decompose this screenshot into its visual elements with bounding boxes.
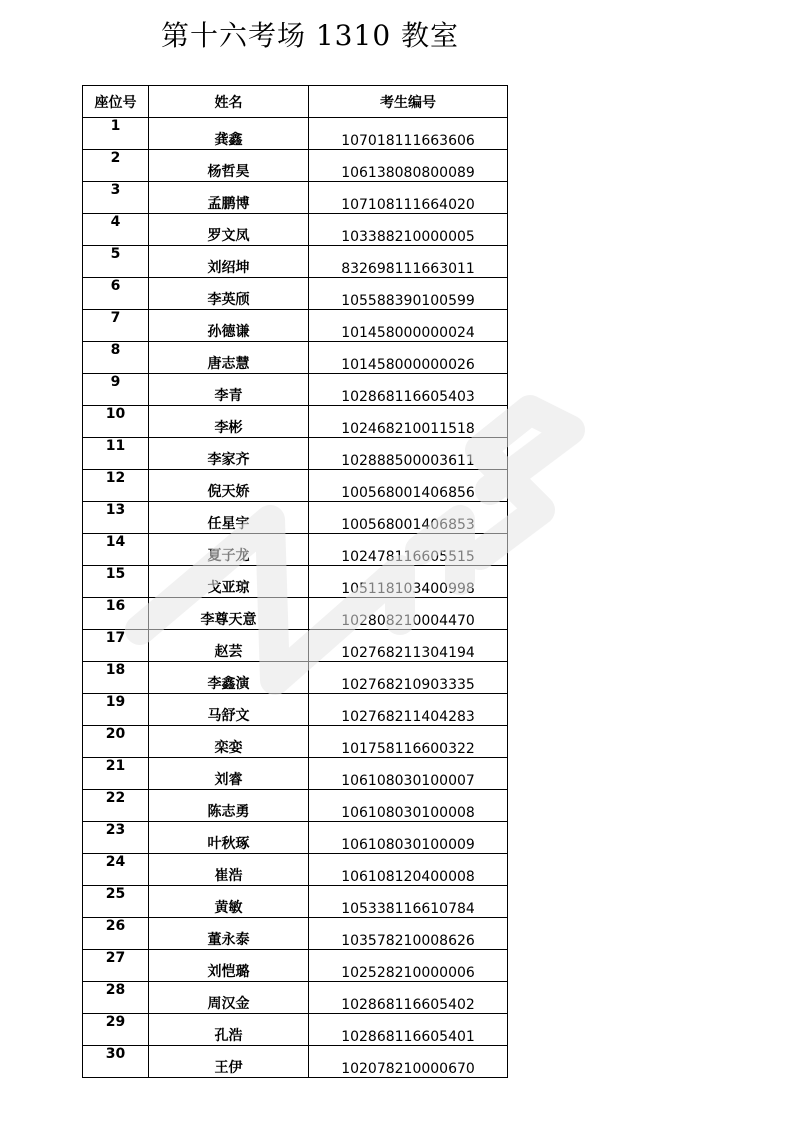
table-row xyxy=(83,950,508,982)
seat-number-cell: 12 xyxy=(83,470,149,502)
table-row xyxy=(83,886,508,918)
seat-number-cell: 24 xyxy=(83,854,149,886)
seat-number-cell: 6 xyxy=(83,278,149,310)
candidate-id-cell: 102768211304194 xyxy=(309,630,508,662)
name-cell: 刘睿 xyxy=(149,758,309,790)
name-cell: 唐志慧 xyxy=(149,342,309,374)
candidate-id-cell: 106108030100009 xyxy=(309,822,508,854)
table-row xyxy=(83,566,508,598)
name-cell: 刘绍坤 xyxy=(149,246,309,278)
seat-number-cell: 14 xyxy=(83,534,149,566)
header-name: 姓名 xyxy=(149,86,309,118)
table-row xyxy=(83,630,508,662)
name-cell: 任星宇 xyxy=(149,502,309,534)
seat-number-cell: 18 xyxy=(83,662,149,694)
header-row xyxy=(83,86,508,118)
name-cell: 刘恺璐 xyxy=(149,950,309,982)
seat-number-cell: 10 xyxy=(83,406,149,438)
candidate-id-cell: 106108120400008 xyxy=(309,854,508,886)
candidate-id-cell: 105118103400998 xyxy=(309,566,508,598)
seat-number-cell: 23 xyxy=(83,822,149,854)
name-cell: 李尊天意 xyxy=(149,598,309,630)
seat-number-cell: 16 xyxy=(83,598,149,630)
candidate-id-cell: 102868116605402 xyxy=(309,982,508,1014)
candidate-id-cell: 106108030100008 xyxy=(309,790,508,822)
name-cell: 李英颀 xyxy=(149,278,309,310)
seat-number-cell: 29 xyxy=(83,1014,149,1046)
name-cell: 栾娈 xyxy=(149,726,309,758)
table-row xyxy=(83,918,508,950)
candidate-id-cell: 101758116600322 xyxy=(309,726,508,758)
seat-number-cell: 19 xyxy=(83,694,149,726)
candidate-id-cell: 105338116610784 xyxy=(309,886,508,918)
seat-number-cell: 27 xyxy=(83,950,149,982)
page-title: 第十六考场 1310 教室 xyxy=(160,19,460,52)
name-cell: 马舒文 xyxy=(149,694,309,726)
seat-number-cell: 26 xyxy=(83,918,149,950)
table-row xyxy=(83,822,508,854)
seating-table xyxy=(82,85,508,1078)
candidate-id-cell: 106138080800089 xyxy=(309,150,508,182)
candidate-id-cell: 107108111664020 xyxy=(309,182,508,214)
name-cell: 龚鑫 xyxy=(149,118,309,150)
name-cell: 戈亚琼 xyxy=(149,566,309,598)
seat-number-cell: 30 xyxy=(83,1046,149,1078)
seat-number-cell: 1 xyxy=(83,118,149,150)
candidate-id-cell: 102078210000670 xyxy=(309,1046,508,1078)
name-cell: 李彬 xyxy=(149,406,309,438)
candidate-id-cell: 102808210004470 xyxy=(309,598,508,630)
candidate-id-cell: 102768211404283 xyxy=(309,694,508,726)
table-row xyxy=(83,470,508,502)
header-seat-number: 座位号 xyxy=(83,86,149,118)
candidate-id-cell: 107018111663606 xyxy=(309,118,508,150)
name-cell: 李鑫演 xyxy=(149,662,309,694)
seat-number-cell: 5 xyxy=(83,246,149,278)
name-cell: 李家齐 xyxy=(149,438,309,470)
name-cell: 崔浩 xyxy=(149,854,309,886)
name-cell: 杨哲昊 xyxy=(149,150,309,182)
candidate-id-cell: 103388210000005 xyxy=(309,214,508,246)
table-row xyxy=(83,374,508,406)
name-cell: 孙德谦 xyxy=(149,310,309,342)
name-cell: 黄敏 xyxy=(149,886,309,918)
table-row xyxy=(83,854,508,886)
candidate-id-cell: 102888500003611 xyxy=(309,438,508,470)
table-row xyxy=(83,1014,508,1046)
seat-number-cell: 3 xyxy=(83,182,149,214)
candidate-id-cell: 102528210000006 xyxy=(309,950,508,982)
name-cell: 陈志勇 xyxy=(149,790,309,822)
table-row xyxy=(83,1046,508,1078)
table-row xyxy=(83,982,508,1014)
table-row xyxy=(83,662,508,694)
name-cell: 赵芸 xyxy=(149,630,309,662)
table-row xyxy=(83,534,508,566)
candidate-id-cell: 102868116605403 xyxy=(309,374,508,406)
header-candidate-id: 考生编号 xyxy=(309,86,508,118)
table-row xyxy=(83,406,508,438)
seat-number-cell: 8 xyxy=(83,342,149,374)
seat-number-cell: 13 xyxy=(83,502,149,534)
seat-number-cell: 4 xyxy=(83,214,149,246)
candidate-id-cell: 832698111663011 xyxy=(309,246,508,278)
table-body xyxy=(83,118,508,1078)
table-row xyxy=(83,278,508,310)
table-row xyxy=(83,310,508,342)
seat-number-cell: 9 xyxy=(83,374,149,406)
table-row xyxy=(83,214,508,246)
table-row xyxy=(83,502,508,534)
name-cell: 孟鹏博 xyxy=(149,182,309,214)
table-row xyxy=(83,598,508,630)
name-cell: 夏子龙 xyxy=(149,534,309,566)
table-row xyxy=(83,438,508,470)
name-cell: 叶秋琢 xyxy=(149,822,309,854)
name-cell: 倪天娇 xyxy=(149,470,309,502)
table-row xyxy=(83,758,508,790)
candidate-id-cell: 100568001406856 xyxy=(309,470,508,502)
seat-number-cell: 15 xyxy=(83,566,149,598)
seat-number-cell: 28 xyxy=(83,982,149,1014)
table-row xyxy=(83,118,508,150)
seat-number-cell: 21 xyxy=(83,758,149,790)
candidate-id-cell: 101458000000026 xyxy=(309,342,508,374)
name-cell: 周汉金 xyxy=(149,982,309,1014)
table-row xyxy=(83,150,508,182)
seat-number-cell: 25 xyxy=(83,886,149,918)
table-row xyxy=(83,694,508,726)
table-header xyxy=(83,86,508,118)
seat-number-cell: 7 xyxy=(83,310,149,342)
candidate-id-cell: 103578210008626 xyxy=(309,918,508,950)
candidate-id-cell: 100568001406853 xyxy=(309,502,508,534)
candidate-id-cell: 101458000000024 xyxy=(309,310,508,342)
name-cell: 王伊 xyxy=(149,1046,309,1078)
seat-number-cell: 17 xyxy=(83,630,149,662)
seat-number-cell: 2 xyxy=(83,150,149,182)
name-cell: 董永泰 xyxy=(149,918,309,950)
table-row xyxy=(83,790,508,822)
name-cell: 罗文凤 xyxy=(149,214,309,246)
table-row xyxy=(83,246,508,278)
seat-number-cell: 22 xyxy=(83,790,149,822)
seat-number-cell: 11 xyxy=(83,438,149,470)
candidate-id-cell: 102468210011518 xyxy=(309,406,508,438)
seat-number-cell: 20 xyxy=(83,726,149,758)
table-row xyxy=(83,182,508,214)
name-cell: 李青 xyxy=(149,374,309,406)
candidate-id-cell: 105588390100599 xyxy=(309,278,508,310)
table-row xyxy=(83,726,508,758)
candidate-id-cell: 106108030100007 xyxy=(309,758,508,790)
candidate-id-cell: 102478116605515 xyxy=(309,534,508,566)
name-cell: 孔浩 xyxy=(149,1014,309,1046)
candidate-id-cell: 102868116605401 xyxy=(309,1014,508,1046)
candidate-id-cell: 102768210903335 xyxy=(309,662,508,694)
table-row xyxy=(83,342,508,374)
